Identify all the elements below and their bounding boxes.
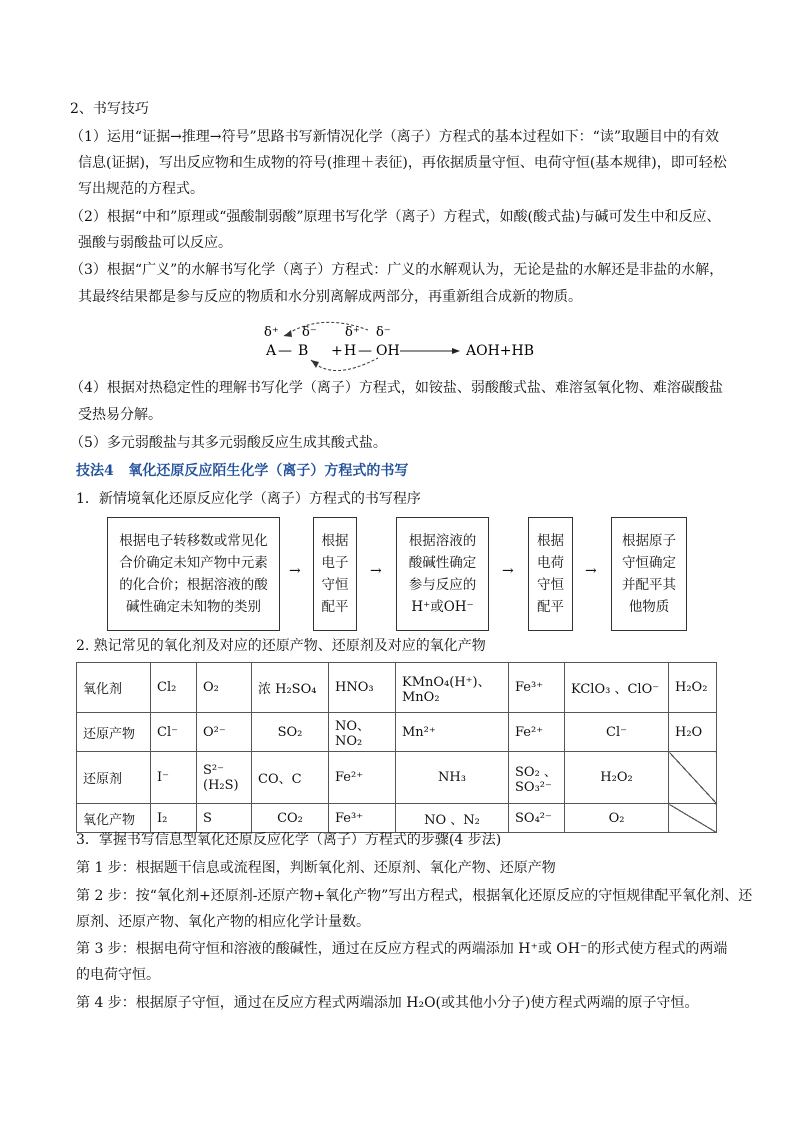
table-cell: H₂O₂ [669, 663, 717, 713]
table-cell: Cl⁻ [565, 713, 669, 752]
flow-box-1 [107, 517, 280, 631]
table-cell: SO₂ [252, 713, 329, 752]
table-cell: KClO₃ 、ClO⁻ [565, 663, 669, 713]
flow-arrow-2: → [370, 563, 382, 579]
subsection-3: 3．掌握书写信息型氧化还原反应化学（离子）方程式的步骤(4 步法) [76, 832, 502, 848]
table-cell-empty [669, 804, 717, 833]
flow-box-4 [528, 517, 573, 631]
table-cell: Fe²⁺ [329, 752, 396, 804]
para-3-line-2: 其最终结果都是参与反应的物质和水分别离解成两部分，再重新组合成新的物质。 [78, 289, 582, 305]
flow-arrow-3: → [502, 563, 514, 579]
flow-box-4-line: 守恒 [537, 577, 564, 593]
flow-box-5-line: 守恒确定 [622, 555, 676, 571]
group-oh: OH [376, 343, 400, 359]
flow-box-1-line: 根据电子转移数或常见化 [119, 533, 268, 549]
step-4: 第 4 步：根据原子守恒，通过在反应方程式两端添加 H₂O(或其他小分子)使方程式两端的原子守恒。 [76, 995, 699, 1011]
para-1-line-3: 写出规范的方程式。 [78, 181, 204, 197]
table-row [77, 804, 717, 833]
table-cell-line: (H₂S) [203, 777, 239, 793]
table-cell: O²⁻ [197, 713, 252, 752]
table-cell: NO、NO₂ [329, 713, 396, 752]
table-cell: H₂O [669, 713, 717, 752]
table-cell: 浓 H₂SO₄ [252, 663, 329, 713]
table-cell: Fe³⁺ [509, 663, 565, 713]
table-cell-line: S²⁻ [203, 762, 224, 778]
table-cell [396, 663, 509, 713]
step-2-line-2: 原剂、还原产物、氧化产物的相应化学计量数。 [76, 914, 370, 930]
step-2-line-1: 第 2 步：按“氧化剂+还原剂-还原产物+氧化产物”写出方程式，根据氧化还原反应的守恒规律配平氧化剂、还 [76, 888, 753, 904]
table-cell: NH₃ [396, 752, 509, 804]
para-2-line-2: 强酸与弱酸盐可以反应。 [78, 235, 232, 251]
delta-minus-b: δ⁻ [302, 325, 317, 340]
flow-box-3-line: H⁺或OH⁻ [411, 599, 474, 615]
flow-box-4-line: 配平 [537, 599, 564, 615]
flow-box-5 [611, 517, 687, 631]
table-row [77, 713, 717, 752]
flow-box-5-line: 并配平其 [622, 577, 676, 593]
hydrolysis-diagram [258, 318, 538, 380]
flow-box-2-line: 根据 [321, 533, 349, 549]
table-cell: I₂ [151, 804, 197, 833]
table-cell: S [197, 804, 252, 833]
delta-plus-h: δ⁺ [345, 325, 360, 340]
table-cell: Cl⁻ [151, 713, 197, 752]
table-cell: Mn²⁺ [396, 713, 509, 752]
step-3-line-1: 第 3 步：根据电荷守恒和溶液的酸碱性，通过在反应方程式的两端添加 H⁺或 OH⁻的形式使方程式的两端 [76, 941, 728, 957]
flow-box-4-line: 电荷 [537, 555, 564, 571]
para-4-line-2: 受热易分解。 [78, 407, 162, 423]
table-cell: O₂ [565, 804, 669, 833]
table-cell-empty [669, 752, 717, 804]
table-row [77, 663, 717, 713]
table-cell-line: KMnO₄(H⁺)、 [402, 674, 491, 690]
flow-arrow-1: → [289, 563, 301, 579]
step-3-line-2: 的电荷守恒。 [76, 967, 160, 983]
flow-box-2-line: 配平 [321, 599, 349, 615]
table-cell: 还原产物 [77, 713, 151, 752]
table-cell: 氧化产物 [77, 804, 151, 833]
table-cell [197, 752, 252, 804]
table-cell: CO、C [252, 752, 329, 804]
table-cell: HNO₃ [329, 663, 396, 713]
table-cell: Fe²⁺ [509, 713, 565, 752]
table-cell: H₂O₂ [565, 752, 669, 804]
para-5: （5）多元弱酸盐与其多元弱酸反应生成其酸式盐。 [70, 435, 387, 451]
flow-box-3-line: 酸碱性确定 [408, 555, 477, 571]
para-4-line-1: （4）根据对热稳定性的理解书写化学（离子）方程式，如铵盐、弱酸酸式盐、难溶氢氧化物、难溶碳酸盐 [70, 380, 723, 396]
table-cell: Cl₂ [151, 663, 197, 713]
table-cell-line: SO₃²⁻ [515, 779, 552, 795]
flow-box-3-line: 参与反应的 [408, 577, 477, 593]
technique-heading [76, 461, 408, 481]
flow-box-1-line: 的化合价；根据溶液的酸 [119, 577, 268, 593]
para-1-line-2: 信息(证据)，写出反应物和生成物的符号(推理＋表征)，再依据质量守恒、电荷守恒(基本规律)，即可轻松 [78, 155, 727, 171]
delta-plus-a: δ⁺ [264, 325, 279, 340]
subsection-1: 1．新情境氧化还原反应化学（离子）方程式的书写程序 [76, 491, 421, 507]
table-cell: NO 、N₂ [396, 804, 509, 833]
bond-hoh: — [358, 343, 372, 359]
subsection-2: 2. 熟记常见的氧化剂及对应的还原产物、还原剂及对应的氧化产物 [76, 638, 486, 654]
table-cell: Fe³⁺ [329, 804, 396, 833]
para-1-line-1: （1）运用“证据→推理→符号”思路书写新情况化学（离子）方程式的基本过程如下：“读”取题目中的有效 [70, 129, 719, 145]
table-cell-line: MnO₂ [402, 689, 440, 705]
flow-box-5-line: 根据原子 [622, 533, 676, 549]
step-1: 第 1 步：根据题干信息或流程图，判断氧化剂、还原剂、氧化产物、还原产物 [76, 860, 556, 876]
flow-arrow-4: → [585, 563, 597, 579]
technique-title: 氧化还原反应陌生化学（离子）方程式的书写 [128, 463, 409, 479]
bond-ab: — [278, 343, 292, 359]
table-cell [509, 752, 565, 804]
para-3-line-1: （3）根据“广义”的水解书写化学（离子）方程式：广义的水解观认为，无论是盐的水解还是非盐的水解， [70, 262, 724, 278]
flow-box-3 [396, 517, 489, 631]
flow-box-4-line: 根据 [537, 533, 564, 549]
table-row [77, 752, 717, 804]
flow-box-2-line: 电子 [321, 555, 349, 571]
delta-minus-oh: δ⁻ [376, 325, 391, 340]
table-cell: CO₂ [252, 804, 329, 833]
plus-sign: + [331, 343, 343, 359]
atom-a: A [266, 343, 277, 359]
flow-box-3-line: 根据溶液的 [408, 533, 477, 549]
atom-h: H [344, 343, 357, 359]
flow-box-2-line: 守恒 [321, 577, 349, 593]
flow-box-1-line: 碱性确定未知物的类别 [126, 599, 261, 615]
flow-box-1-line: 合价确定未知产物中元素 [119, 555, 268, 571]
atom-b: B [298, 343, 309, 359]
table-cell: 氧化剂 [77, 663, 151, 713]
table-cell: 还原剂 [77, 752, 151, 804]
product: AOH+HB [466, 343, 535, 359]
technique-label: 技法4 [76, 463, 114, 479]
table-cell: SO₄²⁻ [509, 804, 565, 833]
flow-box-2 [313, 517, 357, 631]
table-cell: I⁻ [151, 752, 197, 804]
section-title: 2、书写技巧 [70, 101, 149, 117]
flow-box-5-line: 他物质 [628, 599, 670, 615]
table-cell: O₂ [197, 663, 252, 713]
para-2-line-1: （2）根据“中和”原理或“强酸制弱酸”原理书写化学（离子）方程式，如酸(酸式盐)与碱可发生中和反应、 [70, 209, 721, 225]
table-cell-line: SO₂ 、 [515, 764, 557, 780]
redox-table [76, 662, 717, 833]
